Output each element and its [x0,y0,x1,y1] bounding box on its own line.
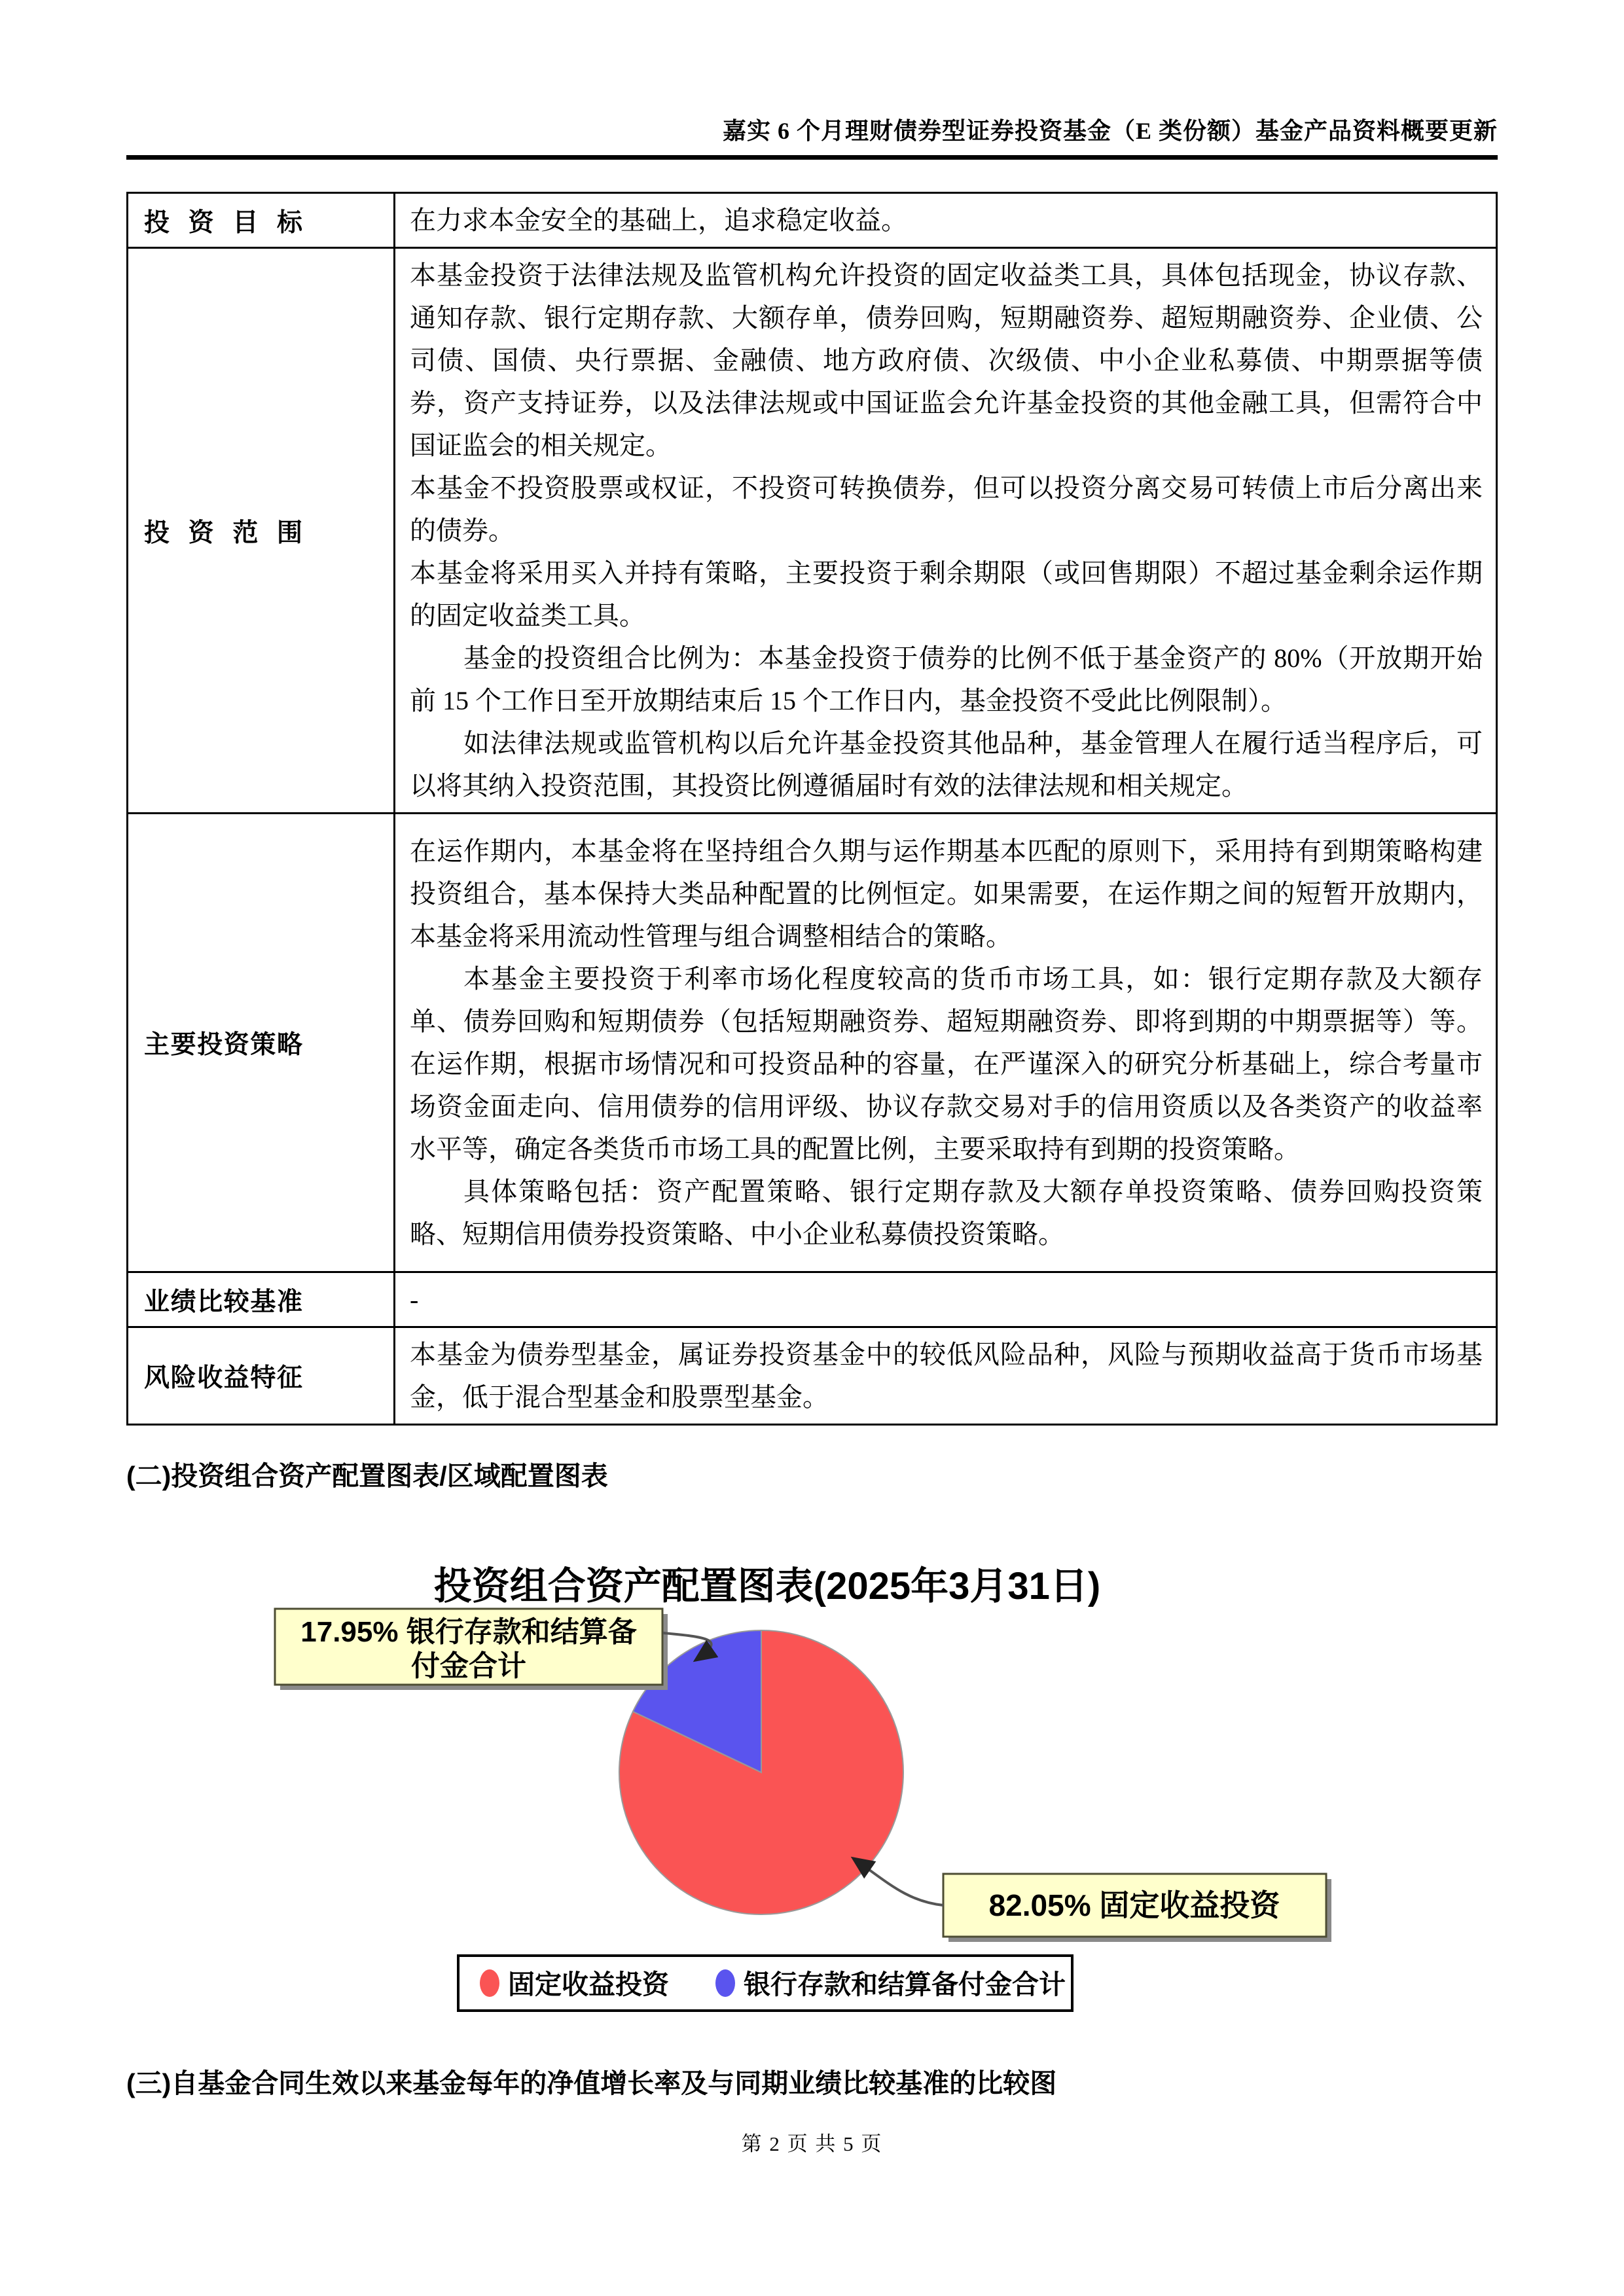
paragraph: 基金的投资组合比例为：本基金投资于债券的比例不低于基金资产的 80%（开放期开始前 15 个工作日至开放期结束后 15 个工作日内，基金投资不受此比例限制）。 [410,643,1483,715]
paragraph: 在运作期内，本基金将在坚持组合久期与运作期基本匹配的原则下，采用持有到期策略构建投资组合，基本保持大类品种配置的比例恒定。如果需要，在运作期之间的短暂开放期内，本基金将采用流动性管理与组合调整相结合的策略。 [410,836,1483,951]
legend-marker-fixed-income [480,1969,499,1997]
row-label-cell [128,814,395,1272]
table-row-main-strategy [128,814,1497,1272]
row-label-cell [128,248,395,814]
section-heading-asset-allocation: (二)投资组合资产配置图表/区域配置图表 [126,1461,608,1491]
callout-bank-deposit [275,1609,712,1690]
paragraph: 本基金不投资股票或权证，不投资可转换债券，但可以投资分离交易可转债上市后分离出来的债券。 [410,473,1483,545]
row-label: 主要投资策略 [144,1031,302,1059]
row-value-cell [395,1272,1497,1327]
callout-bank-deposit-label-line2: 付金合计 [411,1650,526,1682]
paragraph: - [410,1285,419,1314]
table-row-investment-objective [128,193,1497,248]
paragraph: 在力求本金安全的基础上，追求稳定收益。 [410,206,907,235]
row-label: 业绩比较基准 [144,1287,302,1316]
legend-label-fixed-income: 固定收益投资 [508,1969,669,2000]
paragraph: 本基金主要投资于利率市场化程度较高的货币市场工具，如：银行定期存款及大额存单、债券回购和短期债券（包括短期融资券、超短期融资券、即将到期的中期票据等）等。在运作期，根据市场情况和可投资品种的容量，在严谨深入的研究分析基础上，综合考量市场资金面走向、信用债券的信用评级、协议存款交易对手的信用资质以及各类资产的收益率水平等，确定各类货币市场工具的配置比例，主要采取持有到期的投资策略。 [410,964,1483,1164]
row-label-cell [128,1327,395,1425]
row-label: 投资范围 [144,518,302,547]
table-row-investment-scope [128,248,1497,814]
paragraph: 本基金将采用买入并持有策略，主要投资于剩余期限（或回售期限）不超过基金剩余运作期的固定收益类工具。 [410,558,1483,630]
paragraph: 如法律法规或监管机构以后允许基金投资其他品种，基金管理人在履行适当程序后，可以将其纳入投资范围，其投资比例遵循届时有效的法律法规和相关规定。 [410,728,1483,800]
header-divider-rule [126,155,1498,160]
row-value-cell [395,814,1497,1272]
chart-title: 投资组合资产配置图表(2025年3月31日) [433,1565,1101,1607]
paragraph: 本基金为债券型基金，属证券投资基金中的较低风险品种，风险与预期收益高于货币市场基金，低于混合型基金和股票型基金。 [410,1340,1483,1412]
callout-fixed-income [853,1858,1331,1942]
row-label: 投资目标 [144,208,302,237]
table-row-risk-return-profile [128,1327,1497,1425]
section-heading-annual-return-comparison: (三)自基金合同生效以来基金每年的净值增长率及与同期业绩比较基准的比较图 [126,2068,1057,2098]
legend-marker-bank-deposit [715,1969,735,1997]
row-label: 风险收益特征 [144,1364,302,1392]
table-row-benchmark [128,1272,1497,1327]
asset-allocation-chart [0,1525,1624,2062]
legend [458,1956,1072,2011]
row-value-cell [395,1327,1497,1425]
callout-fixed-income-label: 82.05% 固定收益投资 [988,1888,1280,1922]
row-value-cell [395,193,1497,248]
legend-label-bank-deposit: 银行存款和结算备付金合计 [744,1969,1066,2000]
row-label-cell [128,1272,395,1327]
paragraph: 本基金投资于法律法规及监管机构允许投资的固定收益类工具，具体包括现金，协议存款、通知存款、银行定期存款、大额存单，债券回购，短期融资券、超短期融资券、企业债、公司债、国债、央行票据、金融债、地方政府债、次级债、中小企业私募债、中期票据等债券，资产支持证券，以及法律法规或中国证监会允许基金投资的其他金融工具，但需符合中国证监会的相关规定。 [410,260,1483,460]
row-value-cell [395,248,1497,814]
paragraph: 具体策略包括：资产配置策略、银行定期存款及大额存单投资策略、债券回购投资策略、短期信用债券投资策略、中小企业私募债投资策略。 [410,1177,1483,1249]
callout-bank-deposit-label-line1: 17.95% 银行存款和结算备 [300,1616,637,1648]
fund-info-table [126,192,1498,1426]
page-footer: 第 2 页 共 5 页 [741,2132,883,2155]
document-header-title: 嘉实 6 个月理财债券型证券投资基金（E 类份额）基金产品资料概要更新 [722,118,1498,144]
row-label-cell [128,193,395,248]
